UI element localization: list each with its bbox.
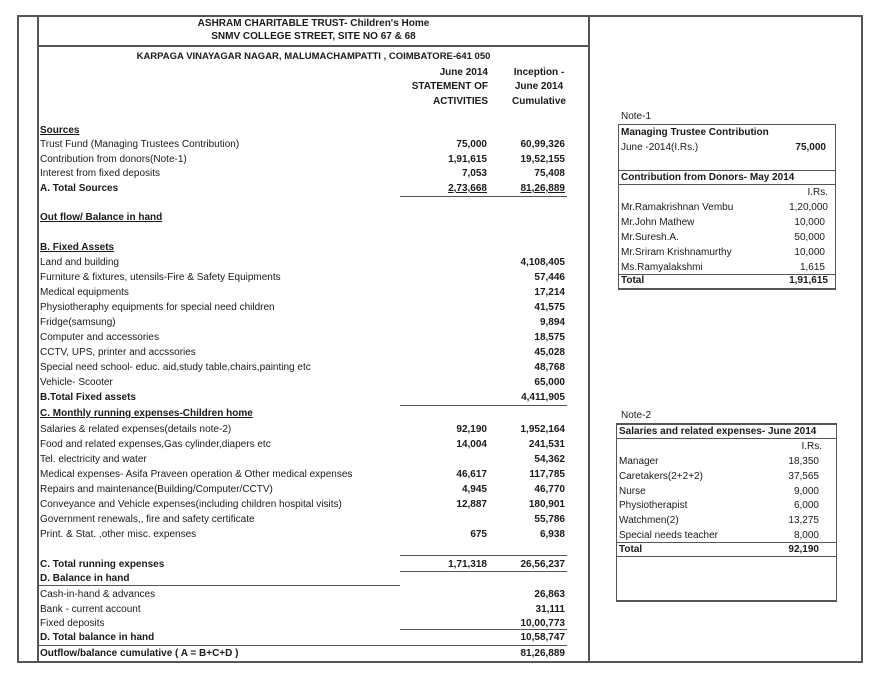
donor-name: Ms.Ramyalakshmi bbox=[621, 262, 703, 273]
row-june-value: 1,71,318 bbox=[448, 559, 487, 570]
donor-amount: 50,000 bbox=[794, 232, 825, 243]
row-june-value: 75,000 bbox=[456, 139, 487, 150]
row-cumulative-value: 241,531 bbox=[528, 439, 565, 450]
total-fixed-assets-row bbox=[40, 390, 570, 405]
row-label: Land and building bbox=[40, 257, 119, 268]
salary-row bbox=[619, 471, 832, 483]
salary-amount: 8,000 bbox=[793, 530, 819, 541]
row-label: D. Total balance in hand bbox=[40, 632, 155, 643]
row-june-value: 2,73,668 bbox=[448, 183, 487, 194]
fixed-assets-heading: B. Fixed Assets bbox=[40, 242, 115, 253]
row-label: Cash-in-hand & advances bbox=[40, 589, 156, 600]
salary-name: Nurse bbox=[619, 486, 646, 497]
row-label: Conveyance and Vehicle expenses(including children hospital visits) bbox=[40, 499, 342, 510]
table-row bbox=[40, 437, 570, 452]
row-june-value: 7,053 bbox=[461, 168, 487, 179]
row-cumulative-value: 19,52,155 bbox=[520, 154, 565, 165]
note1-mtc-row bbox=[621, 142, 834, 154]
salary-amount: 37,565 bbox=[788, 471, 819, 482]
total-value: 92,190 bbox=[788, 544, 819, 555]
table-row bbox=[40, 422, 570, 437]
row-cumulative-value: 57,446 bbox=[534, 272, 565, 283]
row-label: Contribution from donors(Note-1) bbox=[40, 154, 187, 165]
outflow-heading-row bbox=[40, 210, 570, 225]
running-expenses-heading: C. Monthly running expenses-Children home bbox=[40, 408, 253, 419]
inner-left-line bbox=[37, 15, 39, 663]
row-label: Medical equipments bbox=[40, 287, 129, 298]
fixed-assets-heading-row bbox=[40, 240, 570, 255]
row-label: Outflow/balance cumulative ( A = B+C+D ) bbox=[40, 648, 239, 659]
row-label: Salaries & related expenses(details note-2) bbox=[40, 424, 232, 435]
row-cumulative-value: 81,26,889 bbox=[520, 183, 565, 194]
salary-row bbox=[619, 530, 832, 542]
row-label: Bank - current account bbox=[40, 604, 141, 615]
row-label: Government renewals,, fire and safety certificate bbox=[40, 514, 255, 525]
note2-box-left bbox=[616, 423, 617, 601]
donor-amount: 10,000 bbox=[794, 217, 825, 228]
row-label: Interest from fixed deposits bbox=[40, 168, 161, 179]
note2-title: Note-2 bbox=[621, 410, 652, 421]
row-label: Special need school- educ. aid,study table,chairs,painting etc bbox=[40, 362, 311, 373]
note1-box-bottom bbox=[618, 288, 836, 290]
row-label: A. Total Sources bbox=[40, 183, 119, 194]
row-cumulative-value: 117,785 bbox=[529, 469, 565, 480]
note2-heading bbox=[619, 426, 832, 438]
row-label: Trust Fund (Managing Trustees Contribution) bbox=[40, 139, 240, 150]
row-cumulative-value: 4,108,405 bbox=[520, 257, 565, 268]
mtc-label: June -2014(I.Rs.) bbox=[621, 142, 699, 153]
table-row bbox=[40, 330, 570, 345]
col2-header-line1: Inception - bbox=[513, 67, 565, 78]
table-row bbox=[40, 300, 570, 315]
note1-donors-heading bbox=[621, 172, 834, 184]
salaries-heading-text: Salaries and related expenses- June 2014 bbox=[619, 426, 817, 437]
row-label: CCTV, UPS, printer and accssories bbox=[40, 347, 196, 358]
note2-heading-underline bbox=[616, 438, 837, 439]
note1-total-row bbox=[621, 275, 834, 287]
row-cumulative-value: 48,768 bbox=[534, 362, 565, 373]
note1-mtc-heading bbox=[621, 127, 834, 139]
trust-title: ASHRAM CHARITABLE TRUST- Children's Home bbox=[197, 18, 430, 29]
outer-frame-bottom bbox=[17, 661, 863, 663]
table-row bbox=[40, 602, 570, 617]
row-june-value: 92,190 bbox=[456, 424, 487, 435]
row-label: Print. & Stat. ,other misc. expenses bbox=[40, 529, 197, 540]
mtc-heading-text: Managing Trustee Contribution bbox=[621, 127, 769, 138]
table-row bbox=[40, 137, 570, 152]
table-row bbox=[40, 452, 570, 467]
donor-name: Mr.Sriram Krishnamurthy bbox=[621, 247, 732, 258]
salary-amount: 9,000 bbox=[793, 486, 819, 497]
salary-amount: 6,000 bbox=[793, 500, 819, 511]
note2-box-bottom bbox=[616, 600, 837, 602]
table-row bbox=[40, 467, 570, 482]
total-running-expenses-row bbox=[40, 557, 570, 572]
row-cumulative-value: 65,000 bbox=[534, 377, 565, 388]
table-row bbox=[40, 345, 570, 360]
col2-header-line3: Cumulative bbox=[512, 96, 566, 107]
outer-frame-left bbox=[17, 15, 19, 663]
row-cumulative-value: 9,894 bbox=[539, 317, 565, 328]
row-june-value: 12,887 bbox=[456, 499, 487, 510]
total-sources-row bbox=[40, 181, 570, 196]
row-cumulative-value: 45,028 bbox=[534, 347, 565, 358]
col1-header-line2: STATEMENT OF bbox=[411, 81, 488, 92]
balance-heading-underline bbox=[38, 585, 400, 586]
table-row bbox=[40, 360, 570, 375]
outflow-heading: Out flow/ Balance in hand bbox=[40, 212, 163, 223]
table-row bbox=[40, 152, 570, 167]
row-cumulative-value: 26,863 bbox=[534, 589, 565, 600]
salary-name: Watchmen(2) bbox=[619, 515, 679, 526]
total-label: Total bbox=[621, 275, 645, 286]
donor-row bbox=[621, 217, 834, 229]
table-row bbox=[40, 285, 570, 300]
table-row bbox=[40, 255, 570, 270]
donor-name: Mr.John Mathew bbox=[621, 217, 695, 228]
row-cumulative-value: 17,214 bbox=[534, 287, 565, 298]
row-label: Physiotheraphy equipments for special need children bbox=[40, 302, 275, 313]
mtc-value: 75,000 bbox=[795, 142, 826, 153]
note2-unit-row bbox=[619, 441, 832, 453]
row-label: Food and related expenses,Gas cylinder,diapers etc bbox=[40, 439, 271, 450]
sources-heading-row bbox=[40, 123, 570, 138]
note1-donors-heading-underline bbox=[618, 184, 836, 185]
note2-total-row bbox=[619, 544, 832, 556]
row-cumulative-value: 31,111 bbox=[535, 604, 565, 615]
col2-header-line2: June 2014 bbox=[514, 81, 564, 92]
donor-amount: 1,20,000 bbox=[789, 202, 828, 213]
donor-row bbox=[621, 247, 834, 259]
note1-donors-topline bbox=[618, 170, 836, 171]
row-cumulative-value: 46,770 bbox=[534, 484, 565, 495]
table-row bbox=[40, 512, 570, 527]
salary-name: Special needs teacher bbox=[619, 530, 718, 541]
row-cumulative-value: 10,58,747 bbox=[520, 632, 565, 643]
unit-label: I.Rs. bbox=[801, 441, 822, 452]
salary-name: Manager bbox=[619, 456, 659, 467]
running-total-topline bbox=[400, 555, 567, 556]
row-cumulative-value: 10,00,773 bbox=[520, 618, 565, 629]
row-cumulative-value: 81,26,889 bbox=[520, 648, 565, 659]
note1-title: Note-1 bbox=[621, 111, 652, 122]
table-row bbox=[40, 375, 570, 390]
sources-total-underline bbox=[400, 196, 567, 197]
salary-row bbox=[619, 515, 832, 527]
grand-total-row bbox=[40, 646, 570, 661]
donor-name: Mr.Suresh.A. bbox=[621, 232, 679, 243]
row-cumulative-value: 41,575 bbox=[534, 302, 565, 313]
table-row bbox=[40, 315, 570, 330]
table-row bbox=[40, 497, 570, 512]
row-cumulative-value: 18,575 bbox=[534, 332, 565, 343]
note1-box-top bbox=[618, 124, 836, 125]
salary-row bbox=[619, 500, 832, 512]
row-label: B.Total Fixed assets bbox=[40, 392, 136, 403]
salary-row bbox=[619, 456, 832, 468]
row-label: C. Total running expenses bbox=[40, 559, 165, 570]
note2-total-topline bbox=[616, 542, 837, 543]
row-cumulative-value: 1,952,164 bbox=[520, 424, 565, 435]
balance-heading: D. Balance in hand bbox=[40, 573, 130, 584]
address-line-2: KARPAGA VINAYAGAR NAGAR, MALUMACHAMPATTI , COIMBATORE-641 050 bbox=[136, 51, 491, 62]
header-divider bbox=[37, 45, 589, 47]
row-cumulative-value: 60,99,326 bbox=[520, 139, 565, 150]
total-label: Total bbox=[619, 544, 643, 555]
balance-heading-row bbox=[40, 571, 570, 586]
donor-amount: 1,615 bbox=[799, 262, 825, 273]
row-label: Repairs and maintenance(Building/Computer/CCTV) bbox=[40, 484, 273, 495]
table-row bbox=[40, 270, 570, 285]
total-value: 1,91,615 bbox=[789, 275, 828, 286]
note1-box-left bbox=[618, 124, 619, 289]
row-cumulative-value: 180,901 bbox=[528, 499, 565, 510]
table-row bbox=[40, 482, 570, 497]
row-label: Medical expenses- Asifa Praveen operation & Other medical expenses bbox=[40, 469, 353, 480]
donor-row bbox=[621, 232, 834, 244]
row-june-value: 4,945 bbox=[461, 484, 487, 495]
row-cumulative-value: 26,56,237 bbox=[520, 559, 565, 570]
running-expenses-heading-row bbox=[40, 406, 570, 421]
row-label: Vehicle- Scooter bbox=[40, 377, 113, 388]
row-june-value: 675 bbox=[470, 529, 487, 540]
row-cumulative-value: 75,408 bbox=[534, 168, 565, 179]
salary-name: Physiotherapist bbox=[619, 500, 688, 511]
salary-amount: 18,350 bbox=[788, 456, 819, 467]
salary-row bbox=[619, 486, 832, 498]
total-balance-row bbox=[40, 630, 570, 645]
row-cumulative-value: 54,362 bbox=[534, 454, 565, 465]
note2-total-underline bbox=[616, 556, 837, 557]
row-cumulative-value: 4,411,905 bbox=[521, 392, 565, 403]
row-label: Tel. electricity and water bbox=[40, 454, 147, 465]
row-cumulative-value: 55,786 bbox=[534, 514, 565, 525]
row-june-value: 1,91,615 bbox=[448, 154, 487, 165]
row-cumulative-value: 6,938 bbox=[539, 529, 565, 540]
row-label: Furniture & fixtures, utensils-Fire & Safety Equipments bbox=[40, 272, 281, 283]
donors-heading-text: Contribution from Donors- May 2014 bbox=[621, 172, 795, 183]
col1-header-line3: ACTIVITIES bbox=[432, 96, 488, 107]
row-june-value: 14,004 bbox=[456, 439, 487, 450]
col1-header-line1: June 2014 bbox=[439, 67, 488, 78]
row-label: Computer and accessories bbox=[40, 332, 159, 343]
column-divider bbox=[588, 15, 590, 663]
table-row bbox=[40, 587, 570, 602]
unit-label: I.Rs. bbox=[807, 187, 828, 198]
row-label: Fixed deposits bbox=[40, 618, 105, 629]
note2-box-top bbox=[616, 423, 837, 425]
salary-name: Caretakers(2+2+2) bbox=[619, 471, 703, 482]
row-june-value: 46,617 bbox=[456, 469, 487, 480]
row-label: Fridge(samsung) bbox=[40, 317, 116, 328]
donor-name: Mr.Ramakrishnan Vembu bbox=[621, 202, 734, 213]
note1-unit-row bbox=[621, 187, 834, 199]
outer-frame-top bbox=[17, 15, 863, 17]
note1-box-right bbox=[835, 124, 836, 289]
donor-row bbox=[621, 202, 834, 214]
outer-frame-right bbox=[861, 17, 863, 663]
donor-amount: 10,000 bbox=[794, 247, 825, 258]
table-row bbox=[40, 166, 570, 181]
note2-box-right bbox=[836, 423, 837, 601]
salary-amount: 13,275 bbox=[788, 515, 819, 526]
donor-row bbox=[621, 262, 834, 274]
sources-heading: Sources bbox=[40, 125, 80, 136]
address-line-1: SNMV COLLEGE STREET, SITE NO 67 & 68 bbox=[211, 31, 416, 42]
table-row bbox=[40, 527, 570, 542]
